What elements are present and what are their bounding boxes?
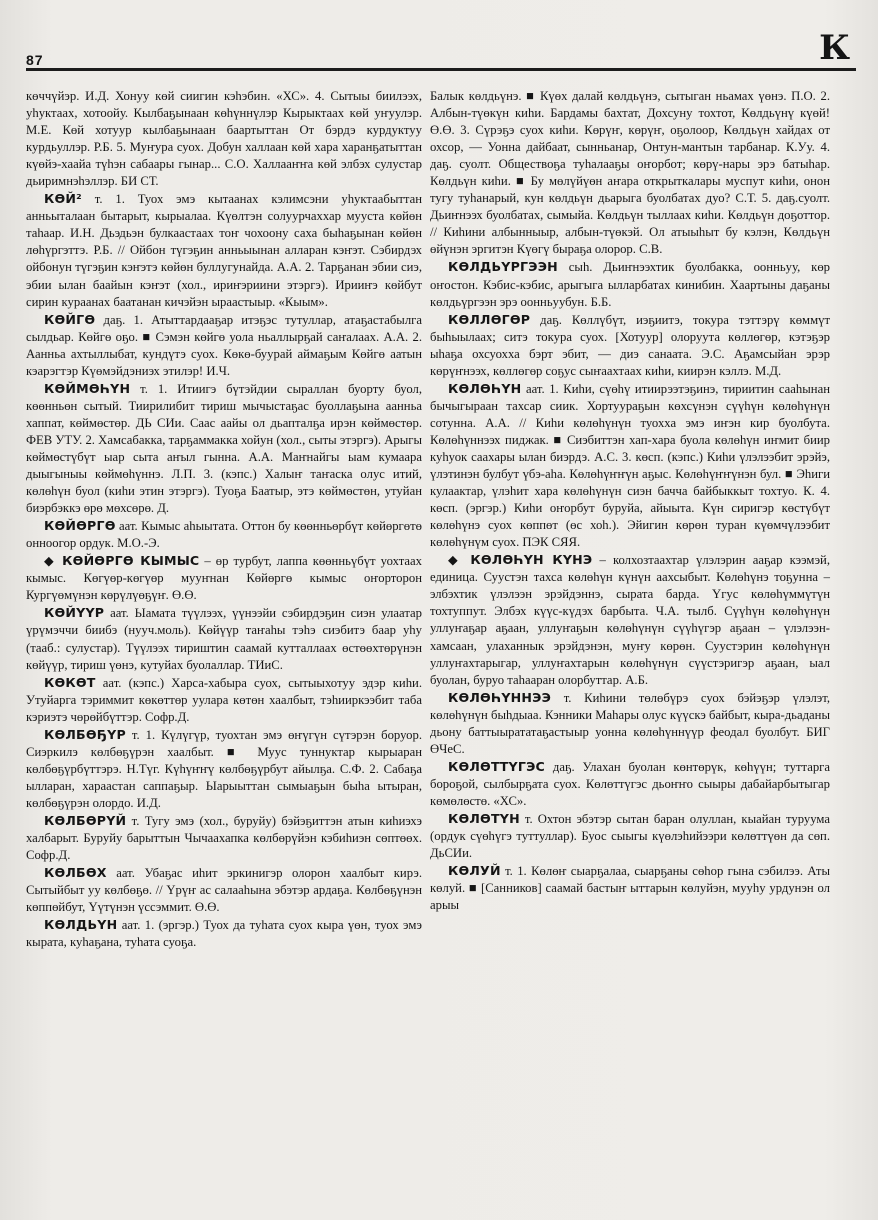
- entry-headword: КӨЙГӨ: [44, 311, 96, 327]
- entry-text: даҕ. Улахан буолан көнтөрүк, көһүүн; туттарга бороҕой, сылбырҕата суох. Көлөттүгэс дьоҥҥо сыыры дабайарбытыгар көмөлөстө. «ХС».: [430, 759, 830, 808]
- dictionary-entry: [430, 311, 830, 380]
- entry-headword: КӨЛӨҺҮННЭЭ: [448, 689, 552, 705]
- dictionary-entry: [430, 258, 830, 310]
- dictionary-entry: [430, 88, 830, 258]
- entry-text: – колхозтаахтар үлэлэрин ааҕар кээмэй, единица. Суустэн тахса көлөһүн күнүн аахсыбыт. Көлөһүнэ тоҕунна – элбэхтик үлэлээн эрэйдэннэ, сырата барда. Үгус көлөһүммүтүн тохтуппут. Элбэх күүс-күдэх барбыта. Ч.А. тылб. Сүүһүн көлөһүнүн уллуҥаҕар аҕаан, уллуҥаҕын көлөһүнүн сүүһүгэр аҕаан – үлэлээн-хамсаан, улаханнык эрэйдэнэн, муҥу көрөн. Суустэрин көлөһүнүн уллуҥахтарыгар, уллуҥахтарын көлөһүнүн сүүстэригэр аҕаан, ыал буолан, буруо таһааран олорбуттар. А.Б.: [430, 553, 831, 687]
- dictionary-entry: [26, 812, 422, 864]
- entry-text: аат. Ыамата түүлээх, үүнээйи сэбирдэҕин сиэн улаатар үрүмэччи биибэ (нууч.моль). Көйүүр таҥаһы тэһэ сиэбитэ баар уһу (тааб.: сулустар). Түүлээх тириштин саамай кутталлаах өстөөхтөрүнэн көйүүр, тириш үөнэ, кутуйах буолаллар. ТИиС.: [26, 606, 422, 672]
- entry-text: – өр турбут, лаппа көөнньүбүт уохтаах кымыс. Көгүөр-көгүөр мууҥнан Көйөргө кымыс оҥорторон Кургүөмүнэн көрүлүөҕүҥ. Ө.Ө.: [26, 554, 423, 603]
- dictionary-entry: [26, 552, 422, 604]
- entry-text: даҕ. 1. Атыттардааҕар итэҕэс тутуллар, атаҕастабылга сылдьар. Көйгө оҕо. ■ Сэмэн көйгө уола ньаллырҕай саҥалаах. А.А. 2. Аанньа ахтыллыбат, кундүтэ суох. Көкө-буурай аймаҕым Көйгө аатын кэарэгтэр Күөмэйдэниэх этилэр! И.Ч.: [26, 312, 422, 378]
- entry-headword: КӨЛЛӨГӨР: [448, 311, 531, 327]
- dictionary-entry: [430, 810, 830, 862]
- section-letter: К: [819, 28, 850, 68]
- page-number: 87: [26, 52, 44, 68]
- entry-headword: КӨЙӨРГӨ: [44, 518, 116, 534]
- entry-headword: КӨЛУЙ: [448, 863, 501, 879]
- entry-text: т. Киһини төлөбүрэ суох бэйэҕэр үлэлэт, көлөһүнүн быһдыаа. Кэнники Маһары олус күүскэ байбыт, кыра-дьаданы дьону баттыырататаҕастыыр уонна көлөһүннүүр феодал буолбут. БИГ ӨЧеС.: [430, 690, 830, 756]
- entry-headword: КӨЙМӨҺҮН: [44, 380, 131, 396]
- entry-text: аат. Кымыс аһыытата. Оттон бу көөнньөрбүт көйөргөтө онноогор ордук. М.О.-Э.: [26, 519, 422, 551]
- entry-text: т. 1. Туох эмэ кытаанах кэлимсэни уһуктаабыттан анньыталаан бытарыт, кырыалаа. Күөлтэн солуурчаххар мууста көйөн таһаар. И.Н. Дьэдьэн булкаастаах тоҥ чохоону саха быһаҕынан көйөн лөһүргэттэ. Р.Б. // Ойбон түгэҕин анньыынан алларан кэҥэт. Сэбирдэх ойбонун түгэҕин кэҥэтэ көйөн буллугунайда. А.А. 2. Тарҕанан эбии сиэ, эбии ылан баайын кэҥэт (хол., ириҥэриини этэргэ). Ирииҥэ көйбут сирин кураанах баатанан кичэйэн ыраастыыр. «Кыым».: [26, 192, 423, 309]
- dictionary-entry: [26, 311, 422, 380]
- entry-headword: КӨЛӨТТҮГЭС: [448, 758, 545, 774]
- entry-text: көччүйэр. И.Д. Хонуу көй сиигин кэһэбин. «ХС». 4. Сытыы биилээх, уһуктаах, хотоойу. Кылбаҕынаан көһүннүлэр Кырыктаах көй уҥуулэр. М.Е. Көй хотуур кылбаҕынаан баартыттан От бэрдэ курдуктуу курдьуллэр. Р.Б. 5. Муҥура суох. Добун халлаан көй хара харанҕатыттан күөйэ-хаайа түһэн сабаары гынар... С.О. Халлааҥҥа көй элбэх сулустар дьиримнэһэллэр. БИ СТ.: [26, 89, 422, 189]
- entry-text: сыһ. Дьиҥнээхтик буолбакка, оонньуу, көр оҥостон. Кэбис-кэбис, арыгыга ылларбатах кинибин. Хаартыны даҕаны көлдьүргээн эрэ оонньуубун. Б.Б.: [430, 260, 831, 309]
- entry-headword: КӨЛӨТҮН: [448, 810, 520, 826]
- entry-text: Балык көлдьүнэ. ■ Күөх далай көлдьүнэ, сытыган ньамах үөнэ. П.О. 2. Албын-түөкүн киһи. Бардамы бахтат, Дохсуну тохтот, Көлдьүнү күөй! Ө.Ө. 3. Сүрэҕэ суох киһи. Көрүҥ, көрүҥ, оҕолоор, Көлдьүн хайдах от охсор, — Уонна дайбаат, сынньанар, Онтун-мантын тарбанар. К.Уу. 4. даҕ. суолт. Обществоҕа туһалааҕы оҥорбот; көрү-нары эрэ батыһар. Көлдьүн киһи. ■ Бу мөлүйүөн аҥара открыткалары муспут киһи, онон тугу туһанарый, кун көлдьүн дьарыга буолбатах дуо? С.Т. 5. даҕ.суолт. Дьиҥнээх буолбатах, сымыйа. Көлдьүн тыллаах киһи. Көлдьүн доҕоттор. // Киһини албынныыр, албын-түөкэй. Ол атыыһыт бу кэлэн, Көлдьүн өйүнэн эргитэн Күөгү быраҕа олорор. С.В.: [430, 89, 830, 257]
- right-column: [430, 88, 830, 914]
- entry-headword: ◆ КӨЛӨҺҮН КҮНЭ: [448, 552, 593, 568]
- entry-headword: КӨЛБӨРҮЙ: [44, 812, 127, 828]
- dictionary-entry: [26, 726, 422, 812]
- entry-headword: КӨЛБӨҔҮР: [44, 726, 126, 742]
- dictionary-entry: [26, 674, 422, 726]
- entry-text: т. 1. Итиигэ бүтэйдии сыраллан буорту буол, көөнньөн сытый. Тиирилибит тириш мычыстаҕас буоллаҕына аанньа хаппат, көймөстөр. ДЬ СИи. Саас аайы ол дьапталҕа ирэн көймөстөр. ФЕВ УТУ. 2. Хамсабакка, тарҕаммакка хойун (хол., сыты этэргэ). Арыгы көймөстүбүт ыар сыта аҥыл гынна. А.А. Маҥнайгы ыам кумаара дыыгыныы көймөһүннэ. Л.П. 3. (кэпс.) Халыҥ таҥаска олус итий, көлөһүн буол (киһи этин этэргэ). Туоҕа Баатыр, этэ көймөстөн, утуйан биэрбэккэ өрө мөхсөрө. Д.: [26, 381, 423, 516]
- entry-text: аат. Убаҕас иһит эркинигэр олорон хаалбыт кирэ. Сытыйбыт уу көлбөҕө. // Үрүҥ ас салааһына эбэтэр ардаҕа. Көлбөҕүнэн көппөйбут, Үүтүнэн үссэммит. Ө.Ө.: [26, 866, 423, 915]
- entry-text: т. 1. Көлөҥ сыарҕалаа, сыарҕаны сөһор гына сэбилээ. Аты көлуй. ■ [Санников] саамай бастыҥ ыттарын көлуйэн, мууһу урдунэн ол арыы: [430, 864, 831, 913]
- dictionary-entry: [430, 689, 830, 758]
- dictionary-entry: [26, 864, 422, 916]
- dictionary-entry: [26, 517, 422, 552]
- dictionary-entry: [430, 862, 830, 914]
- entry-text: аат. 1. Киһи, сүөһү итиирээтэҕинэ, тириитин сааһынан бычыгыраан тахсар сиик. Хортуураҕын көхсүнэн сүүһүн көлөһүнүн сотунна. А.А. // Киһи көлөһүнүн туохха эмэ иҥэн кир буолбута. Көлөһүннээх пиджак. ■ Сиэбиттэн хап-хара буола көлөһүн иҥмит биир куһуок саахары ылан биэрдэ. А.С. 3. көсп. (кэпс.) Киһи үлэлээбит эрэйэ, үлэтинэн булбут үбэ-аһа. Көлөһүҥҥүн аҕыс. Көлөһүҥҥүнэн бул. ■ Эһиги кулаактар, үлэһит хара көлөһүнүн сиэн баччa байбыккыт тохтуо. К. 4. көсп. (эргэр.) Киһи оҥорбут буруйа, айыыта. Күн сиригэр көстүбүт көлөһүнэ суох көппөт (өс хоһ.). Эйигин көрөн туран күөмчүлээбит көлөһүнүм суох. ПЭК СЯЯ.: [430, 381, 830, 550]
- entry-headword: КӨЙ²: [44, 191, 82, 207]
- dictionary-entry: [26, 604, 422, 673]
- entry-text: даҕ. Көллүбүт, иэҕиитэ, токура тэттэрү көммүт быһыылаах; ситэ токура суох. [Хотуур] олоруута көллөгөр, кэтэҕэр ыһаҕа охсуохха бэрт эбит, — диэ санаата. Э.С. Аҕамсыйан эрэр көрүҥнээх, көллөгөр соҕус сыҥаахтаах киһи, киирэн кэллэ. М.Д.: [430, 312, 830, 378]
- dictionary-entry: [26, 88, 422, 190]
- dictionary-entry: [26, 190, 422, 310]
- dictionary-entry: [430, 380, 830, 551]
- left-column: [26, 88, 422, 951]
- entry-headword: ◆ КӨЙӨРГӨ КЫМЫС: [44, 553, 200, 569]
- entry-headword: КӨЛБӨХ: [44, 865, 107, 881]
- entry-headword: КӨЙҮҮР: [44, 605, 105, 621]
- entry-headword: КӨЛӨҺҮН: [448, 380, 522, 396]
- dictionary-entry: [430, 551, 830, 688]
- entry-text: т. Тугу эмэ (хол., буруйу) бэйэҕиттэн атын киһиэхэ халбарыт. Буруйу барыттын Чычаахапка көлбөрүйэн кэбиһиэн сөптөөх. Софр.Д.: [26, 813, 422, 863]
- entry-headword: КӨЛДЬҮРГЭЭН: [448, 259, 558, 275]
- entry-text: аат. 1. (эргэр.) Туох да туһата суох кыра үөн, туох эмэ кырата, куһаҕана, туһата суоҕа.: [26, 918, 422, 950]
- dictionary-entry: [26, 380, 422, 517]
- page-header: [26, 28, 854, 70]
- entry-text: т. Охтон эбэтэр сытан баран олуллан, кыайан туруума (ордук сүөһүгэ туттуллар). Буос сыыгы күөлэһийээри көлөттүөн да сөп. ДьСИи.: [430, 811, 830, 861]
- header-rule: [26, 68, 856, 71]
- dictionary-entry: [26, 916, 422, 951]
- entry-headword: КӨЛДЬҮН: [44, 917, 118, 933]
- dictionary-entry: [430, 758, 830, 810]
- entry-text: аат. (кэпс.) Харса-хабыра суох, сытыыхотуу эдэр киһи. Утуйарга тэриммит көкөттөр уулара көтөн хаалбыт, тэһииркээбит таба кэриэтэ чөрөйбүттэр. Софр.Д.: [26, 675, 422, 724]
- entry-text: т. 1. Күлүгүр, туохтан эмэ өҥүгүн сүтэрэн боруор. Сиэркилэ көлбөҕүрэн хаалбыт. ■ Муус туннуктар кырыаран көлбөҕүрбүттэрэ. Н.Түг. Күһүҥҥү көлбөҕүрбут айылҕа. С.Ф. 2. Сабаҕа ылларан, хараастан саппаҕыр. Ыарыыттан сымыаҕын быһа ытыран, көлбөҕүрэн олордо. И.Д.: [26, 727, 422, 810]
- entry-headword: КӨКӨТ: [44, 674, 96, 690]
